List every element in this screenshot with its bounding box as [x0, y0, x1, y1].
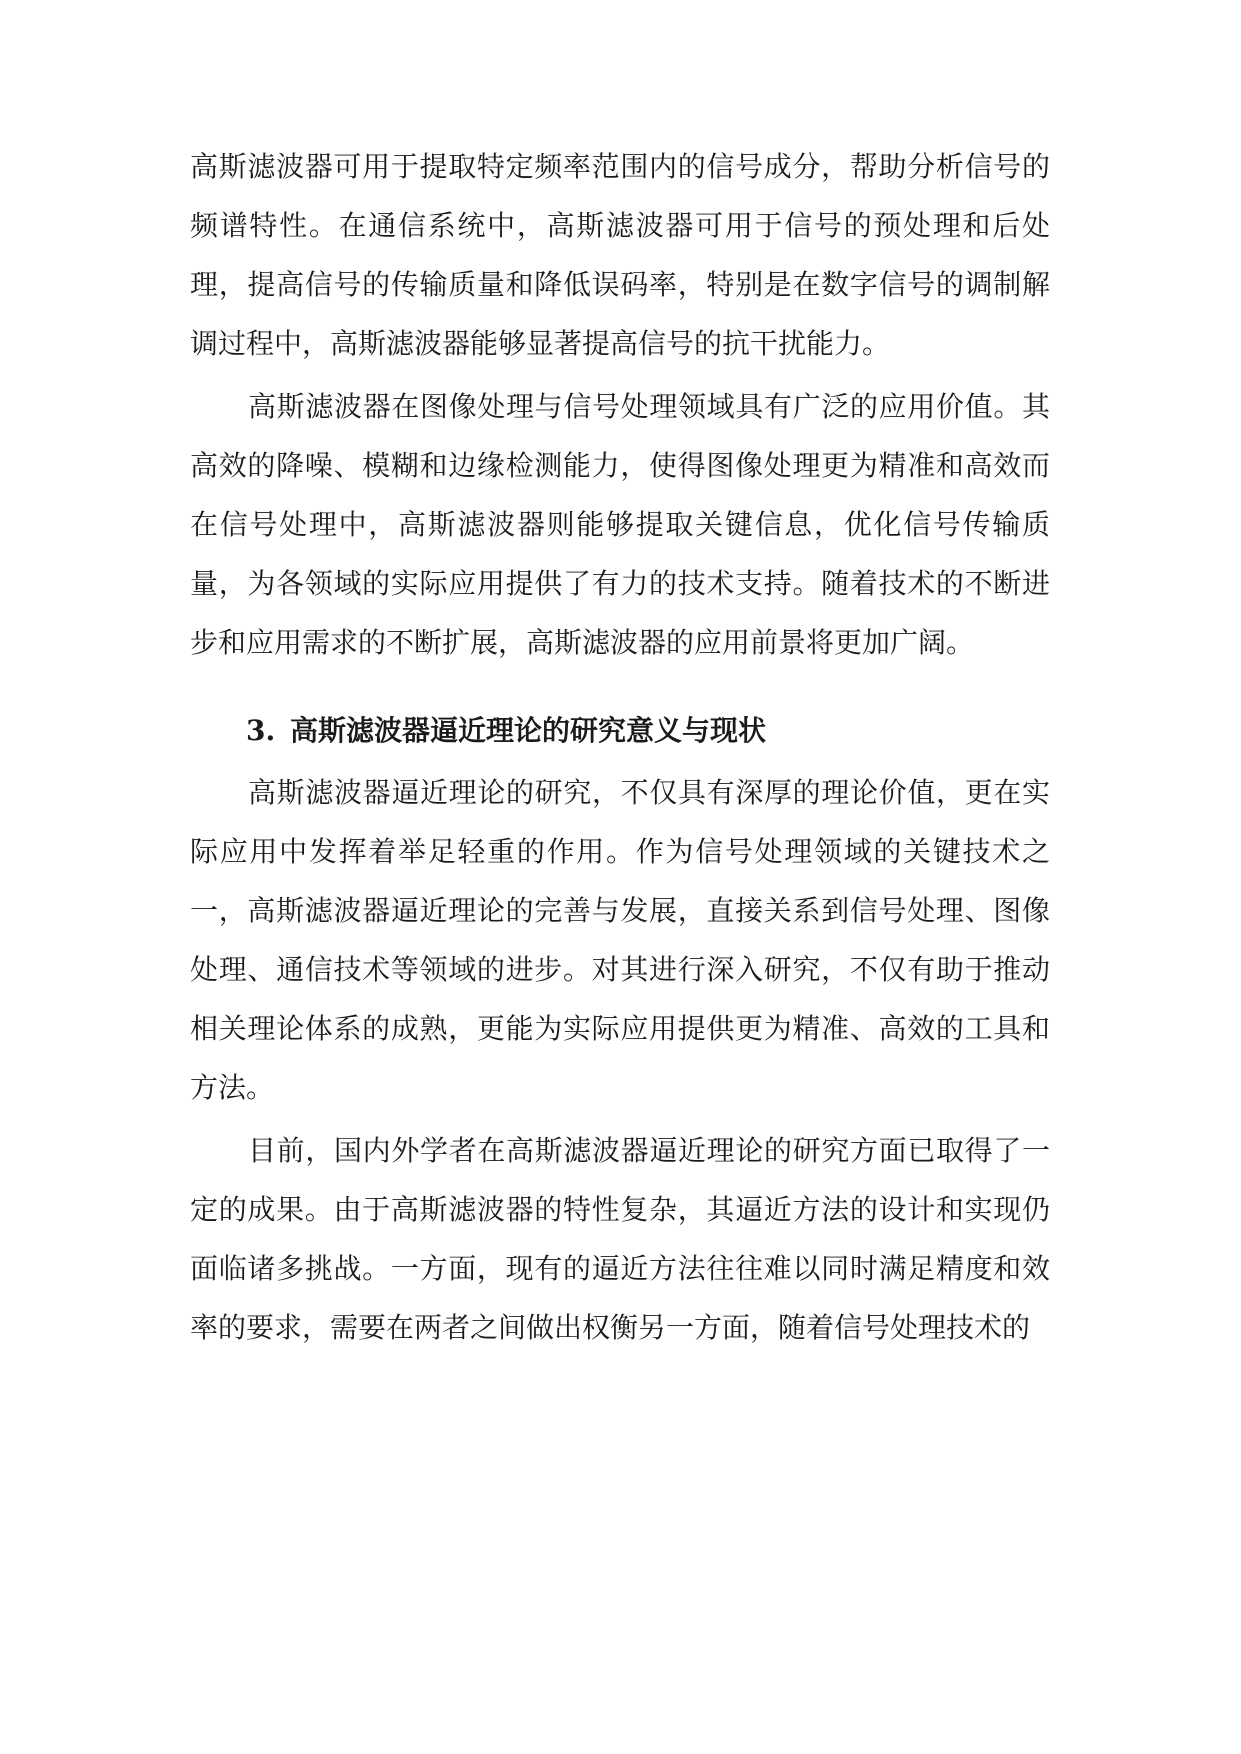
paragraph-research-status: 目前，国内外学者在高斯滤波器逼近理论的研究方面已取得了一定的成果。由于高斯滤波器的特性复杂，其逼近方法的设计和实现仍面临诸多挑战。一方面，现有的逼近方法往往难以同时满足精度和效率的要求，需要在两者之间做出权衡另一方面，随着信号处理技术的 [190, 1134, 1050, 1344]
document-body [190, 137, 1050, 1357]
paragraph-filter-value-summary: 高斯滤波器在图像处理与信号处理领域具有广泛的应用价值。其高效的降噪、模糊和边缘检测能力，使得图像处理更为精准和高效而在信号处理中，高斯滤波器则能够提取关键信息，优化信号传输质量，为各领域的实际应用提供了有力的技术支持。随着技术的不断进步和应用需求的不断扩展，高斯滤波器的应用前景将更加广阔。 [190, 390, 1050, 659]
paragraph-research-significance: 高斯滤波器逼近理论的研究，不仅具有深厚的理论价值，更在实际应用中发挥着举足轻重的作用。作为信号处理领域的关键技术之一，高斯滤波器逼近理论的完善与发展，直接关系到信号处理、图像处理、通信技术等领域的进步。对其进行深入研究，不仅有助于推动相关理论体系的成熟，更能为实际应用提供更为精准、高效的工具和方法。 [190, 776, 1050, 1104]
paragraph-filter-applications-continued: 高斯滤波器可用于提取特定频率范围内的信号成分，帮助分析信号的频谱特性。在通信系统中，高斯滤波器可用于信号的预处理和后处理，提高信号的传输质量和降低误码率，特别是在数字信号的调制解调过程中，高斯滤波器能够显著提高信号的抗干扰能力。 [190, 150, 1050, 360]
section-number: 3. [246, 714, 276, 747]
section-title: 高斯滤波器逼近理论的研究意义与现状 [290, 714, 767, 747]
section-heading [190, 701, 1050, 760]
